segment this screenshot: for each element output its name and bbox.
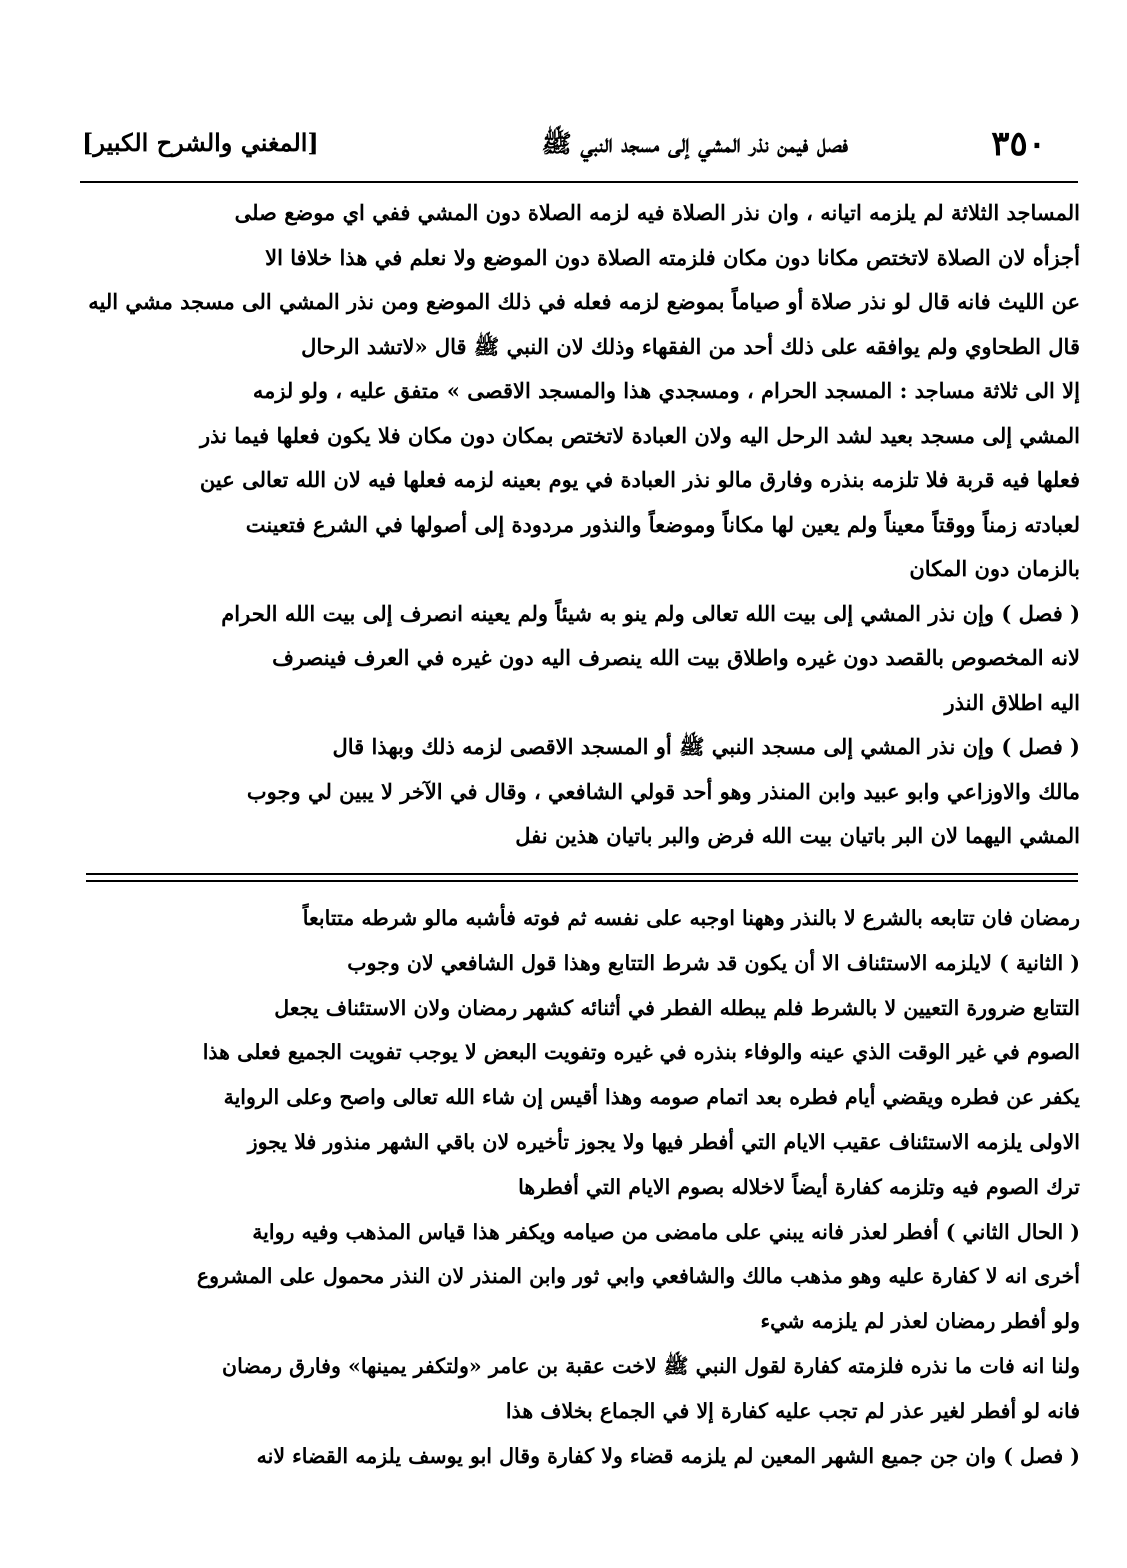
text-line: التتابع ضرورة التعيين لا بالشرط فلم يبطله الفطر في أثنائه كشهر رمضان ولان الاستئناف يجعل [274,995,1080,1020]
text-line: المشي اليهما لان البر باتيان بيت الله فرض والبر باتيان هذين نفل [515,823,1080,848]
text-line: يكفر عن فطره ويقضي أيام فطره بعد اتمام صومه وهذا أقيس إن شاء الله تعالى واصح وعلى الرواية [223,1085,1080,1110]
text-line: ( الحال الثاني ) أفطر لعذر فانه يبني على مامضى من صيامه ويكفر هذا قياس المذهب وفيه رواية [252,1219,1080,1244]
text-line: ولنا انه فات ما نذره فلزمته كفارة لقول النبي ﷺ لاخت عقبة بن عامر «ولتكفر يمينها» وفارق رمضان [222,1353,1080,1378]
text-line: رمضان فان تتابعه بالشرع لا بالنذر وههنا اوجبه على نفسه ثم فوته فأشبه مالو شرطه متتابعاً [302,906,1080,930]
text-line: المشي إلى مسجد بعيد لشد الرحل اليه ولان العبادة لاتختص بمكان دون مكان فلا يكون فعلها فيما نذر [199,422,1080,448]
text-line: ( الثانية ) لايلزمه الاستئناف الا أن يكون قد شرط التتابع وهذا قول الشافعي لان وجوب [347,950,1080,975]
text-line: فانه لو أفطر لغير عذر لم تجب عليه كفارة إلا في الجماع بخلاف هذا [505,1398,1080,1423]
text-line: فعلها فيه قربة فلا تلزمه بنذره وفارق مالو نذر العبادة في يوم بعينه لزمه فعلها فيه لان الله تعالى عين [199,467,1080,492]
text-line: عن الليث فانه قال لو نذر صلاة أو صياماً بموضع لزمه فعله في ذلك الموضع ومن نذر المشي الى مسجد مشي اليه [88,289,1080,314]
text-line: اليه اطلاق النذر [944,689,1080,715]
text-line: ترك الصوم فيه وتلزمه كفارة أيضاً لاخلاله بصوم الايام التي أفطرها [518,1174,1080,1199]
text-line: لانه المخصوص بالقصد دون غيره واطلاق بيت الله ينصرف اليه دون غيره في العرف فينصرف [272,645,1080,670]
text-line: إلا الى ثلاثة مساجد : المسجد الحرام ، ومسجدي هذا والمسجد الاقصى » متفق عليه ، ولو لزمه [252,378,1080,403]
commentary-text [80,896,1080,1478]
text-line: المساجد الثلاثة لم يلزمه اتيانه ، وان نذر الصلاة فيه لزمه الصلاة دون المشي ففي اي موضع صلى [234,200,1080,225]
text-line: قال الطحاوي ولم يوافقه على ذلك أحد من الفقهاء وذلك لان النبي ﷺ قال «لاتشد الرحال [301,333,1080,359]
header-rule [80,181,1078,183]
text-line: ( فصل ) وان جن جميع الشهر المعين لم يلزمه قضاء ولا كفارة وقال ابو يوسف يلزمه القضاء لانه [256,1443,1080,1468]
section-divider [86,873,1078,882]
text-line: ( فصل ) وإن نذر المشي إلى بيت الله تعالى ولم ينو به شيئاً ولم يعينه انصرف إلى بيت الله الحرام [221,600,1080,626]
book-title: [المغني والشرح الكبير] [82,128,319,157]
main-text [80,191,1080,859]
text-line: الصوم في غير الوقت الذي عينه والوفاء بنذره في غيره وتفويت البعض لا يوجب تفويت الجميع فعلى هذا [202,1040,1080,1065]
text-line: أخرى انه لا كفارة عليه وهو مذهب مالك والشافعي وابي ثور وابن المنذر لان النذر محمول على المشروع [196,1264,1080,1289]
text-line: بالزمان دون المكان [909,556,1080,581]
text-line: لعبادته زمناً ووقتاً معيناً ولم يعين لها مكاناً وموضعاً والنذور مردودة إلى أصولها في الشرع فتعينت [245,511,1080,537]
page-number: ٣٥٠ [991,124,1046,164]
page-header [78,118,1078,178]
text-line: أجزأه لان الصلاة لاتختص مكانا دون مكان فلزمته الصلاة دون الموضع ولا نعلم في هذا خلافا الا [265,244,1080,270]
text-line: ( فصل ) وإن نذر المشي إلى مسجد النبي ﷺ أو المسجد الاقصى لزمه ذلك وبهذا قال [332,734,1080,759]
running-title: فصل فيمن نذر المشي إلى مسجد النبي ﷺ [541,129,848,158]
text-line: مالك والاوزاعي وابو عبيد وابن المنذر وهو أحد قولي الشافعي ، وقال في الآخر لا يبين لي وجوب [246,778,1080,804]
text-line: ولو أفطر رمضان لعذر لم يلزمه شيء [760,1309,1080,1334]
text-line: الاولى يلزمه الاستئناف عقيب الايام التي أفطر فيها ولا يجوز تأخيره لان باقي الشهر منذور فلا يجوز [247,1129,1080,1154]
